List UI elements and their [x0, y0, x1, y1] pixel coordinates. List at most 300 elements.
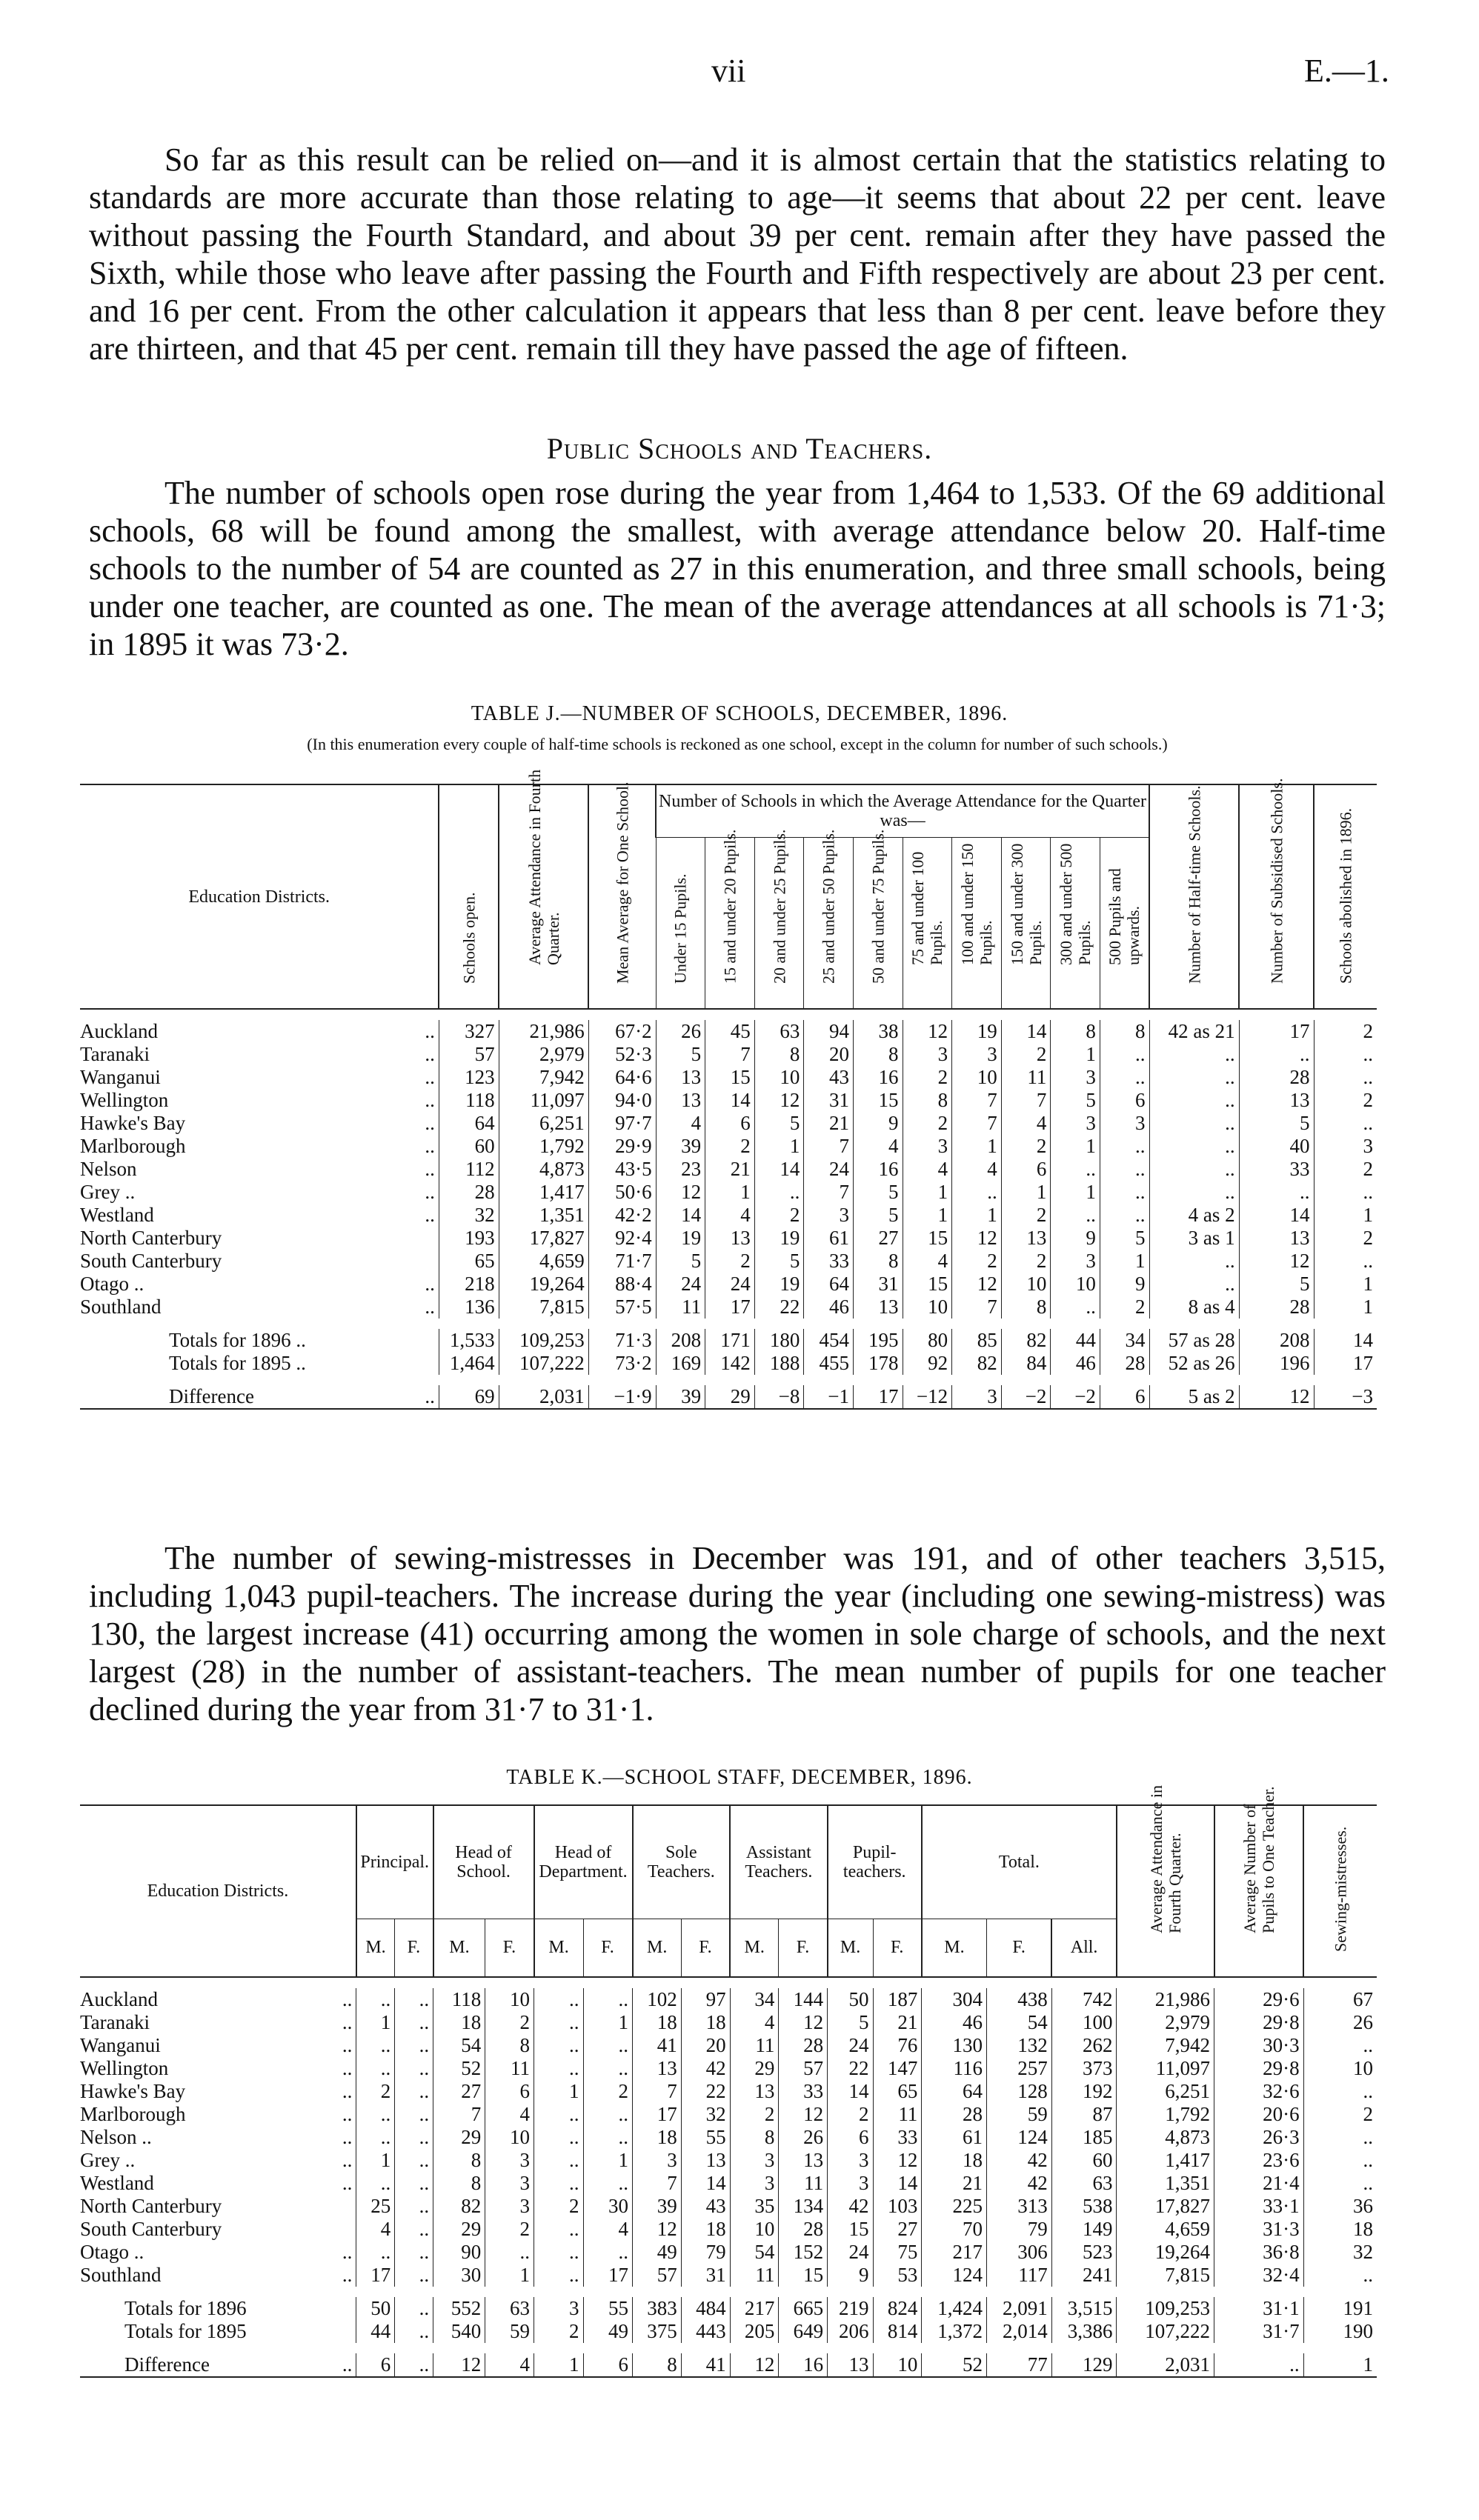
table-cell: 87 [1051, 2103, 1117, 2126]
table-cell: .. [356, 2172, 395, 2195]
table-cell: 65 [439, 1250, 499, 1273]
table-cell: 193 [439, 1227, 499, 1250]
table-cell: 6,251 [1117, 2080, 1214, 2103]
table-cell: 25 [356, 2195, 395, 2218]
table-cell: 7 [804, 1181, 854, 1204]
table-cell: 4 [853, 1135, 903, 1158]
table-cell: 21 [922, 2172, 987, 2195]
table-cell: 14 [656, 1204, 705, 1227]
table-cell: 12 [903, 1020, 952, 1043]
table-j-band-header: 150 and under 300 Pupils. [1001, 838, 1051, 1010]
table-cell: 22 [828, 2057, 873, 2080]
table-cell: 10 [1303, 2057, 1377, 2080]
table-j-header-halftime: Number of Half-time Schools. [1149, 784, 1239, 1009]
table-j-row [80, 1043, 1377, 1066]
district-name: North Canterbury [80, 2195, 222, 2217]
table-cell: 61 [922, 2126, 987, 2149]
table-cell: 4 [903, 1158, 952, 1181]
table-cell: 4 [1001, 1112, 1051, 1135]
district-name: Wanganui [80, 2034, 161, 2056]
table-cell: 11 [1001, 1066, 1051, 1089]
table-cell: 2 [754, 1204, 804, 1227]
table-k-total-row [80, 2297, 1377, 2320]
table-cell: 35 [730, 2195, 779, 2218]
table-cell: 28 [922, 2103, 987, 2126]
table-cell: 42 [681, 2057, 730, 2080]
table-cell: 2 [1314, 1089, 1377, 1112]
table-cell: .. [1100, 1135, 1149, 1158]
table-cell: 327 [439, 1020, 499, 1043]
table-cell: 3 [952, 1043, 1002, 1066]
table-j-row [80, 1227, 1377, 1250]
leader-dots: .. [425, 1043, 435, 1065]
table-cell: .. [534, 1988, 583, 2011]
table-cell: 1 [356, 2011, 395, 2034]
table-cell: 12 [779, 2103, 828, 2126]
table-cell: 59 [485, 2320, 534, 2343]
table-cell: 1 [1100, 1250, 1149, 1273]
table-cell: 15 [903, 1273, 952, 1296]
table-cell: 6 [583, 2353, 632, 2377]
table-cell: 100 [1051, 2011, 1117, 2034]
table-cell: 31 [804, 1089, 854, 1112]
table-cell: 5 [853, 1181, 903, 1204]
table-j-note: (In this enumeration every couple of half-time schools is reckoned as one school, except in the column for number of such schools.) [307, 735, 1168, 753]
table-cell: 52 [922, 2353, 987, 2377]
table-cell: 53 [873, 2264, 922, 2287]
table-cell: 77 [987, 2353, 1052, 2377]
table-cell: 42·2 [588, 1204, 656, 1227]
table-cell: 134 [779, 2195, 828, 2218]
table-cell: .. [485, 2241, 534, 2264]
table-cell: 124 [922, 2264, 987, 2287]
table-cell: 241 [1051, 2264, 1117, 2287]
table-cell: 438 [987, 1988, 1052, 2011]
total-label: Totals for 1896 .. [169, 1329, 306, 1351]
table-cell: .. [1149, 1066, 1239, 1089]
table-cell: 152 [779, 2241, 828, 2264]
table-cell: 10 [1001, 1273, 1051, 1296]
table-cell: 454 [804, 1329, 854, 1352]
table-cell: 10 [754, 1066, 804, 1089]
table-cell: 5 [1100, 1227, 1149, 1250]
district-name: Grey .. [80, 2149, 136, 2171]
table-cell: 192 [1051, 2080, 1117, 2103]
table-cell: 79 [681, 2241, 730, 2264]
table-cell: 206 [828, 2320, 873, 2343]
table-cell: 103 [873, 2195, 922, 2218]
table-cell: 69 [439, 1385, 499, 1409]
table-k-row [80, 2218, 1377, 2241]
table-cell: 45 [705, 1020, 755, 1043]
table-cell: 2 [583, 2080, 632, 2103]
table-cell: 13 [1001, 1227, 1051, 1250]
leader-dots: .. [425, 1135, 435, 1157]
leader-dots: .. [342, 2126, 353, 2148]
table-cell: .. [583, 2057, 632, 2080]
table-cell: 16 [853, 1158, 903, 1181]
table-cell: .. [395, 2080, 433, 2103]
table-cell: 7 [705, 1043, 755, 1066]
table-cell: 32·4 [1214, 2264, 1304, 2287]
table-cell: 12 [754, 1089, 804, 1112]
table-cell: 84 [1001, 1352, 1051, 1375]
table-cell: .. [534, 2057, 583, 2080]
table-cell: 824 [873, 2297, 922, 2320]
table-cell: 3 [633, 2149, 682, 2172]
table-cell: 6 [356, 2353, 395, 2377]
table-cell: 2 [828, 2103, 873, 2126]
table-cell: 2 [356, 2080, 395, 2103]
table-cell: 46 [922, 2011, 987, 2034]
table-cell: 1 [705, 1181, 755, 1204]
district-name: Wanganui [80, 1066, 161, 1088]
table-cell: 4 [485, 2353, 534, 2377]
table-cell: 8 [903, 1089, 952, 1112]
table-cell: 28 [1239, 1296, 1314, 1319]
table-cell: 32·6 [1214, 2080, 1304, 2103]
table-k-header-sewing: Sewing-mistresses. [1303, 1805, 1377, 1977]
table-cell: 1 [1303, 2353, 1377, 2377]
table-cell: .. [395, 2320, 433, 2343]
table-cell: 28 [1239, 1066, 1314, 1089]
table-cell: .. [395, 2011, 433, 2034]
table-j-band-header: Under 15 Pupils. [656, 838, 705, 1010]
table-cell: 7 [1001, 1089, 1051, 1112]
table-cell: 7 [433, 2103, 485, 2126]
table-cell: 147 [873, 2057, 922, 2080]
total-label: Totals for 1895 [124, 2320, 247, 2342]
table-cell: 49 [633, 2241, 682, 2264]
table-cell: 17 [583, 2264, 632, 2287]
paragraph-schools-open: The number of schools open rose during the year from 1,464 to 1,533. Of the 69 additional schools, 68 will be found among the smallest, with average attendance below 20. Half-time schools to the number of 54 are counted as 27 in this enumeration, and three small schools, being under one teacher, are counted as one. The mean of the average attendances at all schools is 71·3; in 1895 it was 73·2. [89, 475, 1386, 662]
table-cell: 5 [656, 1043, 705, 1066]
table-cell: 19,264 [499, 1273, 588, 1296]
table-cell: 14 [1239, 1204, 1314, 1227]
leader-dots [324, 2218, 356, 2241]
table-cell: .. [534, 2218, 583, 2241]
table-cell: 28 [779, 2034, 828, 2057]
table-cell: 1 [485, 2264, 534, 2287]
leader-dots: .. [425, 1089, 435, 1111]
table-cell: 1 [903, 1204, 952, 1227]
table-cell: 1 [903, 1181, 952, 1204]
table-cell: 188 [754, 1352, 804, 1375]
table-j-group-header: Number of Schools in which the Average Attendance for the Quarter was— [656, 784, 1149, 838]
table-cell: 24 [828, 2034, 873, 2057]
table-j-row [80, 1158, 1377, 1181]
table-cell: 46 [804, 1296, 854, 1319]
table-cell: −2 [1001, 1385, 1051, 1409]
table-cell: 17,827 [499, 1227, 588, 1250]
table-cell: 6 [1100, 1089, 1149, 1112]
table-cell: 8 [853, 1250, 903, 1273]
table-cell: 29·9 [588, 1135, 656, 1158]
table-cell: 195 [853, 1329, 903, 1352]
leader-dots: .. [425, 1158, 435, 1180]
table-cell: 4 as 2 [1149, 1204, 1239, 1227]
district-name: Nelson .. [80, 2126, 152, 2148]
table-cell: 23·6 [1214, 2149, 1304, 2172]
table-j-row [80, 1089, 1377, 1112]
table-cell: 7,942 [499, 1066, 588, 1089]
table-cell: 2 [952, 1250, 1002, 1273]
table-cell: .. [583, 2034, 632, 2057]
paragraph-leaving-statistics: So far as this result can be relied on—and it is almost certain that the statistics relating to standards are more accurate than those relating to age—it seems that about 22 per cent. leave without passing the Fourth Standard, and about 39 per cent. remain after they have passed the Sixth, while those who leave after passing the Fourth and Fifth respectively are about 23 per cent. and 16 per cent. From the other calculation it appears that less than 8 per cent. leave before they are thirteen, and that 45 per cent. remain till they have passed the age of fifteen. [89, 141, 1386, 367]
table-j-band-header: 20 and under 25 Pupils. [754, 838, 804, 1010]
table-cell: 814 [873, 2320, 922, 2343]
district-name: Southland [80, 2264, 162, 2286]
table-k-header-attendance: Average Attendance in Fourth Quarter. [1117, 1805, 1214, 1977]
table-cell: 1 [1001, 1181, 1051, 1204]
table-cell: 123 [439, 1066, 499, 1089]
table-cell: 63 [1051, 2172, 1117, 2195]
leader-dots: .. [342, 2172, 353, 2194]
table-j-header-district: Education Districts. [80, 784, 439, 1009]
table-k-subheader-f: F. [583, 1919, 632, 1977]
leader-dots: .. [425, 1296, 435, 1318]
table-cell: 3 [1051, 1250, 1100, 1273]
table-cell: −2 [1051, 1385, 1100, 1409]
table-cell: .. [534, 2149, 583, 2172]
table-cell: 43 [804, 1066, 854, 1089]
table-cell: 4 [952, 1158, 1002, 1181]
table-cell: 2 [705, 1135, 755, 1158]
table-cell: 3 [485, 2149, 534, 2172]
table-cell: 15 [705, 1066, 755, 1089]
table-cell: 7 [633, 2172, 682, 2195]
table-cell: 1 [1051, 1135, 1100, 1158]
table-cell: 13 [656, 1089, 705, 1112]
table-cell: 28 [439, 1181, 499, 1204]
table-cell: 6,251 [499, 1112, 588, 1135]
table-cell: .. [1149, 1043, 1239, 1066]
table-cell: 11 [485, 2057, 534, 2080]
table-cell: 28 [1100, 1352, 1149, 1375]
table-cell: 2 [485, 2011, 534, 2034]
table-cell: 538 [1051, 2195, 1117, 2218]
table-cell: .. [534, 2264, 583, 2287]
table-k-subheader-all: All. [1051, 1919, 1117, 1977]
table-cell: 34 [1100, 1329, 1149, 1352]
table-cell: 8 [433, 2172, 485, 2195]
table-cell: 82 [1001, 1329, 1051, 1352]
table-cell: 18 [681, 2218, 730, 2241]
table-cell: .. [356, 2103, 395, 2126]
table-cell: 31·3 [1214, 2218, 1304, 2241]
table-k-header-dept: Head of Department. [534, 1805, 633, 1919]
table-j-band-header: 15 and under 20 Pupils. [705, 838, 755, 1010]
district-name: Marlborough [80, 1135, 186, 1157]
table-cell: 13 [853, 1296, 903, 1319]
table-cell: .. [356, 2034, 395, 2057]
district-name: Southland [80, 1296, 162, 1318]
leader-dots: .. [425, 1273, 435, 1295]
table-cell: 10 [903, 1296, 952, 1319]
table-k-header-assistant: Assistant Teachers. [730, 1805, 828, 1919]
table-cell: 10 [1051, 1273, 1100, 1296]
leader-dots: .. [342, 2080, 353, 2102]
table-cell: 1 [754, 1135, 804, 1158]
table-cell: .. [395, 2126, 433, 2149]
table-cell: 30 [583, 2195, 632, 2218]
table-cell: 3 [903, 1135, 952, 1158]
table-cell: −1·9 [588, 1385, 656, 1409]
table-cell: 14 [1314, 1329, 1377, 1352]
table-cell: .. [1314, 1066, 1377, 1089]
table-cell: 5 [828, 2011, 873, 2034]
table-cell: 80 [903, 1329, 952, 1352]
table-cell: 29 [433, 2218, 485, 2241]
table-cell: 82 [433, 2195, 485, 2218]
table-j-band-header: 75 and under 100 Pupils. [903, 838, 952, 1010]
table-cell: 28 [779, 2218, 828, 2241]
table-cell: 23 [656, 1158, 705, 1181]
district-name: Westland [80, 2172, 154, 2194]
table-k-subheader-f: F. [779, 1919, 828, 1977]
table-cell: 2 [730, 2103, 779, 2126]
table-cell: .. [395, 2195, 433, 2218]
table-cell: 7 [633, 2080, 682, 2103]
table-k-header-pupils-per-teacher: Average Number of Pupils to One Teacher. [1214, 1805, 1304, 1977]
table-cell: .. [356, 2057, 395, 2080]
table-cell: 1,417 [499, 1181, 588, 1204]
table-cell: .. [1149, 1181, 1239, 1204]
table-cell: 38 [853, 1020, 903, 1043]
table-cell: 39 [656, 1135, 705, 1158]
table-k-row [80, 2264, 1377, 2287]
table-cell: 443 [681, 2320, 730, 2343]
table-cell: 67·2 [588, 1020, 656, 1043]
table-j [80, 769, 1377, 1417]
table-j-total-row [80, 1329, 1377, 1352]
table-cell: 13 [779, 2149, 828, 2172]
table-cell: 117 [987, 2264, 1052, 2287]
table-cell: 1,372 [922, 2320, 987, 2343]
table-cell: 42 [987, 2172, 1052, 2195]
table-cell: 88·4 [588, 1273, 656, 1296]
table-cell: 3 [804, 1204, 854, 1227]
table-cell: 136 [439, 1296, 499, 1319]
table-cell: 12 [952, 1227, 1002, 1250]
table-cell: 8 [1100, 1020, 1149, 1043]
table-cell: 7 [952, 1089, 1002, 1112]
table-cell: 22 [754, 1296, 804, 1319]
table-cell: 7,815 [1117, 2264, 1214, 2287]
table-cell: 5 [1239, 1112, 1314, 1135]
table-cell: 1 [1314, 1296, 1377, 1319]
table-cell: .. [395, 2034, 433, 2057]
table-cell: 1,417 [1117, 2149, 1214, 2172]
table-cell: 17 [705, 1296, 755, 1319]
table-cell: 7,942 [1117, 2034, 1214, 2057]
leader-dots: .. [342, 2011, 353, 2033]
table-cell: 4 [356, 2218, 395, 2241]
table-cell: 190 [1303, 2320, 1377, 2343]
table-cell: 54 [730, 2241, 779, 2264]
table-cell: 24 [828, 2241, 873, 2264]
table-cell: 20·6 [1214, 2103, 1304, 2126]
table-cell: 26 [656, 1020, 705, 1043]
table-cell: 13 [633, 2057, 682, 2080]
table-cell: 262 [1051, 2034, 1117, 2057]
table-cell: −1 [804, 1385, 854, 1409]
table-cell: 43 [681, 2195, 730, 2218]
table-cell: 36 [1303, 2195, 1377, 2218]
table-j-row [80, 1066, 1377, 1089]
table-cell: 12 [433, 2353, 485, 2377]
table-k-row [80, 2195, 1377, 2218]
table-cell: 4 [730, 2011, 779, 2034]
table-cell: .. [395, 2172, 433, 2195]
table-cell: 42 [828, 2195, 873, 2218]
table-cell: −3 [1314, 1385, 1377, 1409]
table-cell: 75 [873, 2241, 922, 2264]
table-cell: 132 [987, 2034, 1052, 2057]
table-cell: .. [1149, 1250, 1239, 1273]
table-cell: 17 [1314, 1352, 1377, 1375]
table-cell: 12 [633, 2218, 682, 2241]
table-cell: 13 [705, 1227, 755, 1250]
table-cell: 90 [433, 2241, 485, 2264]
table-cell: 79 [987, 2218, 1052, 2241]
table-cell: .. [1303, 2034, 1377, 2057]
table-cell: .. [1149, 1135, 1239, 1158]
table-cell: 8 [1051, 1020, 1100, 1043]
district-name: Taranaki [80, 1043, 150, 1065]
table-cell: 180 [754, 1329, 804, 1352]
table-cell: 112 [439, 1158, 499, 1181]
table-k-header-sole: Sole Teachers. [633, 1805, 731, 1919]
table-cell: 64·6 [588, 1066, 656, 1089]
table-cell: 1 [952, 1135, 1002, 1158]
table-cell: .. [1239, 1043, 1314, 1066]
table-cell: .. [1314, 1181, 1377, 1204]
table-cell: 26·3 [1214, 2126, 1304, 2149]
table-k-header-principal: Principal. [356, 1805, 433, 1919]
table-cell: 54 [433, 2034, 485, 2057]
table-cell: 12 [656, 1181, 705, 1204]
district-name: Otago .. [80, 2241, 144, 2263]
table-cell: 8 [1001, 1296, 1051, 1319]
table-cell: 9 [853, 1112, 903, 1135]
table-cell: 18 [681, 2011, 730, 2034]
table-cell: 124 [987, 2126, 1052, 2149]
table-cell: 149 [1051, 2218, 1117, 2241]
table-cell: 3 [730, 2172, 779, 2195]
district-name: Hawke's Bay [80, 2080, 186, 2102]
table-cell: 3 [828, 2149, 873, 2172]
table-cell: .. [356, 2126, 395, 2149]
table-cell: 30 [433, 2264, 485, 2287]
table-cell: 29 [730, 2057, 779, 2080]
table-cell: 26 [1303, 2011, 1377, 2034]
table-j-header-open: Schools open. [439, 784, 499, 1009]
table-cell: 2,979 [1117, 2011, 1214, 2034]
table-cell: 304 [922, 1988, 987, 2011]
table-cell: 5 [1051, 1089, 1100, 1112]
table-cell: 73·2 [588, 1352, 656, 1375]
table-cell: 2,031 [1117, 2353, 1214, 2377]
table-j-header-mean: Mean Average for One School. [588, 784, 656, 1009]
table-cell: 8 [433, 2149, 485, 2172]
table-cell: .. [534, 2103, 583, 2126]
table-cell: 1,792 [499, 1135, 588, 1158]
table-cell: 1,464 [439, 1352, 499, 1375]
table-cell: .. [356, 1988, 395, 2011]
table-cell: 18 [633, 2126, 682, 2149]
table-cell: 665 [779, 2297, 828, 2320]
